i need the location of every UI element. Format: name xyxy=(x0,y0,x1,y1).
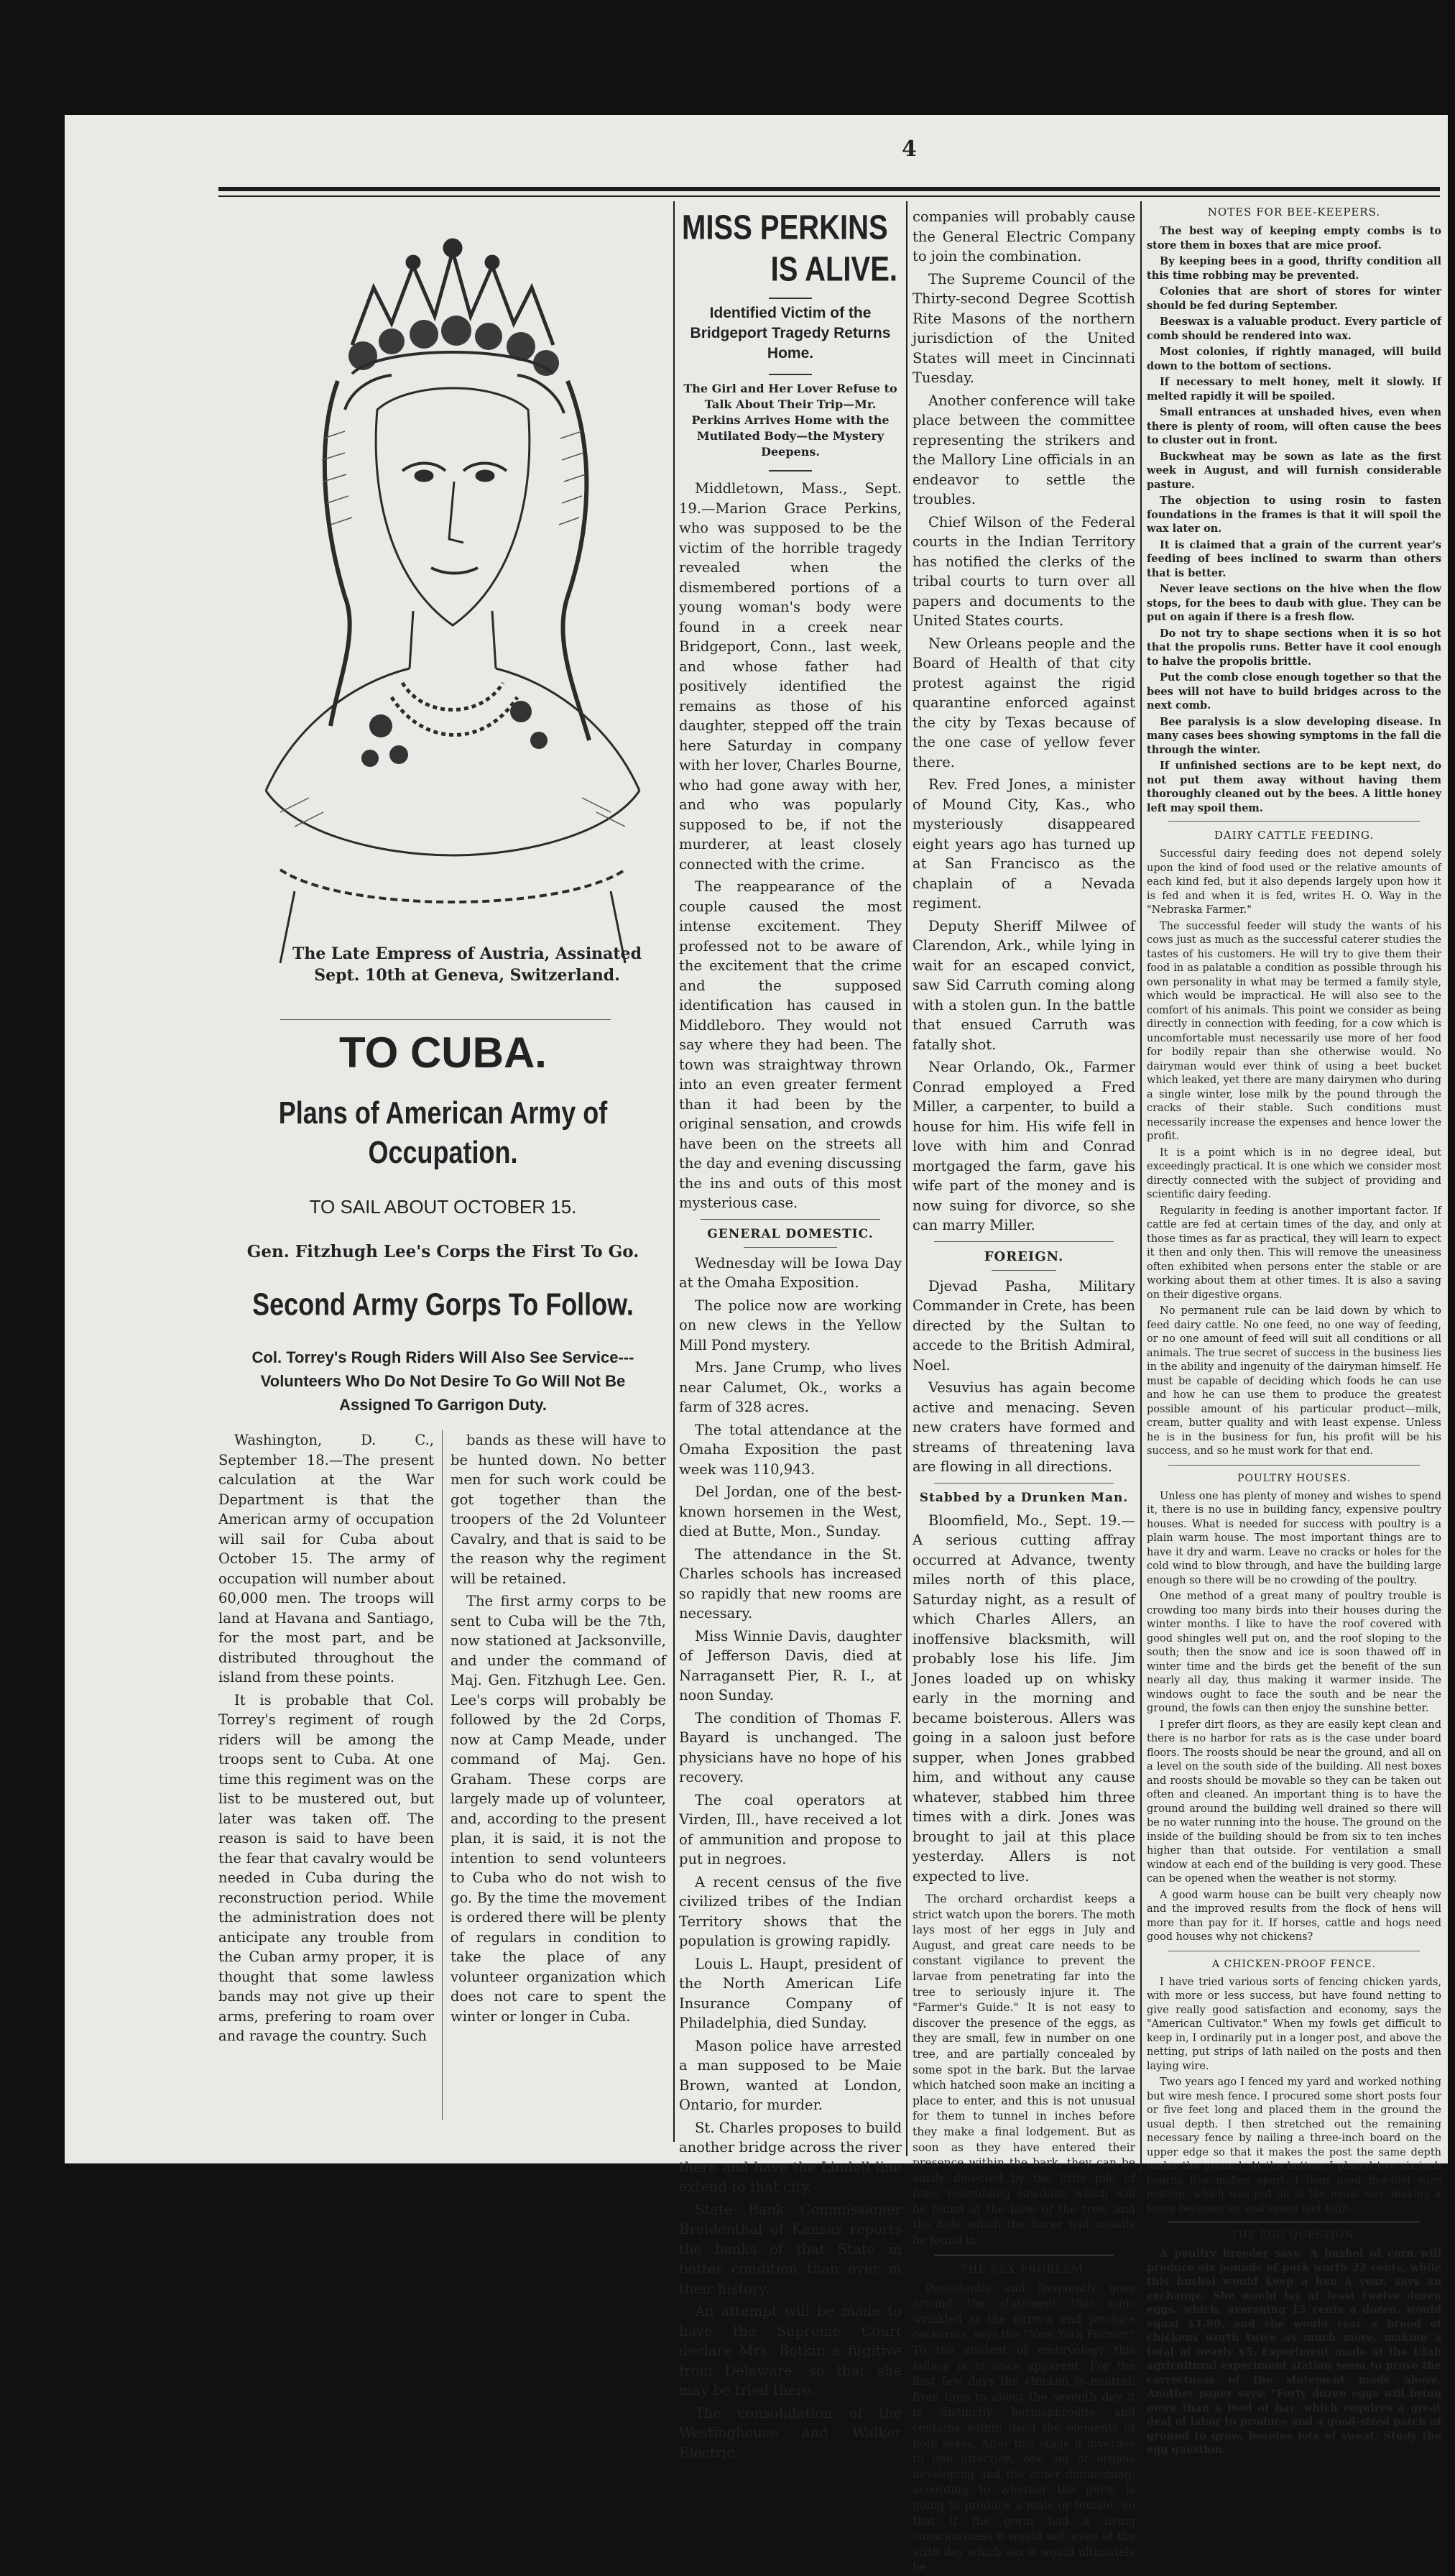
column-3 xyxy=(679,207,902,2461)
sex-problem-body xyxy=(913,2281,1135,2576)
news-item: The coal operators at Virden, Ill., have received a lot of ammunition and propose to put in negroes. xyxy=(679,1791,902,1867)
section-divider xyxy=(1168,821,1420,822)
news-item: Vesuvius has again become active and menacing. Seven new craters have formed and streams of threatening lava are flowing in all directions. xyxy=(913,1379,1135,1475)
perkins-rule-3 xyxy=(769,470,812,472)
news-item: Miss Winnie Davis, daughter of Jefferson Davis, died at Narragansett Pier, R. I., at noon Sunday. xyxy=(679,1627,902,1703)
fence-paragraph: I have tried various sorts of fencing chicken yards, with more or less success, but have found netting to give really good satisfaction and economy, says the "American Cultivator." When my fowls get difficult to keep in, I ordinarily put in a longer post, and above the netting, put strips of lath nailed on the posts and then laying wire. xyxy=(1147,1976,1441,2072)
poultry-paragraph: One method of a great many of poultry trouble is crowding too many birds into their houses during the winter months. I like to have the roof covered with good shingles well put on, and the roof sloping to the south; then the snow and ice is soon thawed off in winter time and the birds get the benefit of the sun nearly all day, thus making it warmer inside. The windows ought to face the south and be near the ground, the fowls can then enjoy the sunshine better. xyxy=(1147,1591,1441,1714)
news-item: Mason police have arrested a man supposed to be Maie Brown, wanted at London, Ontario, for murder. xyxy=(679,2037,902,2113)
poultry-heading: POULTRY HOUSES. xyxy=(1237,1472,1351,1484)
news-item: Djevad Pasha, Military Commander in Crete, has been directed by the Sultan to accede to the British Admiral, Noel. xyxy=(913,1277,1135,1374)
dairy-paragraph: It is a point which is in no degree ideal, but exceedingly practical. It is one which we consider most directly connected with the subject of providing and scientific dairy feeding. xyxy=(1147,1146,1441,1200)
page-number: 4 xyxy=(902,137,917,162)
perkins-paragraph: The reappearance of the couple caused the most intense excitement. They professed not to be aware of the excitement that the crime and the supposed identification has caused in Middleboro. They would not say where they had been. The town was straightway thrown into an even greater ferment than it had been by the original sensation, and crowds have been on the streets all the day and evening discussing the ins and outs of this most mysterious case. xyxy=(679,878,902,1211)
dairy-heading: DAIRY CATTLE FEEDING. xyxy=(1214,829,1375,842)
empress-portrait xyxy=(237,223,654,970)
poultry-paragraph: A good warm house can be built very cheaply now and the improved results from the flock of hens will more than pay for it. If horses, cattle and hogs need good houses why not chickens? xyxy=(1147,1889,1441,1943)
perkins-deck-1: Identified Victim of the Bridgeport Tragedy Returns Home. xyxy=(690,305,891,362)
news-item: The total attendance at the Omaha Exposition the past week was 110,943. xyxy=(679,1421,902,1478)
poultry-body xyxy=(1147,1490,1441,1945)
dairy-body xyxy=(1147,847,1441,1459)
column-4 xyxy=(913,207,1135,2575)
section-divider xyxy=(934,1241,1114,1242)
poultry-paragraph: I prefer dirt floors, as they are easily kept clean and there is no harbor for rats as is the case under board floors. The roosts should be near the ground, and all on a level on the south side of the building. All nest boxes and roosts should be movable so they can be taken out often and cleaned. An important thing is to have the ground around the building well drained so there will be no water running into the house. The ground on the inside of the building should be from six to ten inches higher than that outside. For ventilation a small window at each end of the building is very good. These can be opened when the weather is not stormy. xyxy=(1147,1719,1441,1885)
fence-paragraph: Two years ago I fenced my yard and worked nothing but wire mesh fence. I procured some short posts four or five feet long and placed them in the ground the usual depth. I then stretched out the remaining necessary fence by nailing a three-inch board on the upper edge so that it makes the post the same depth under the ground. At the bottom I placed two six-inch boards five inches apart. I then used five-foot wire netting, which was put on in the usual way, making a fence between six and seven feet high. xyxy=(1147,2076,1441,2214)
perkins-headline-2: IS ALIVE. xyxy=(770,250,897,289)
news-item: Near Orlando, Ok., Farmer Conrad employed a Fred Miller, a carpenter, to build a house for him. His wife fell in love with him and Conrad mortgaged the farm, gave his wife part of the money and is now suing for divorce, so she can marry Miller. xyxy=(913,1059,1135,1233)
column-rule-2 xyxy=(906,201,907,2156)
poultry-paragraph: Unless one has plenty of money and wishes to spend it, there is no use in building fancy, expensive poultry houses. What is needed for success with poultry is a plain warm house. The most important things are to have it dry and warm. Leave no cracks or holes for the cold wind to blow through, and have the building large enough so there will be no crowding of the poultry. xyxy=(1147,1490,1441,1586)
news-item: The Supreme Council of the Thirty-second Degree Scottish Rite Masons of the northern jurisdiction of the United States will meet in Cincinnati Tuesday. xyxy=(913,270,1135,386)
cuba-column-rule xyxy=(442,1430,443,2120)
news-item: The police now are working on new clews in the Yellow Mill Pond mystery. xyxy=(679,1297,902,1353)
column-rule-1 xyxy=(673,201,675,2142)
bee-note: Bee paralysis is a slow developing disease. In many cases bees showing symptoms in the fall die through the winter. xyxy=(1147,715,1441,756)
dairy-paragraph: Successful dairy feeding does not depend solely upon the kind of food used or the relative amounts of each kind fed, but it also depends largely upon how it is fed and when it is fed, writes H. O. Way in the "Nebraska Farmer." xyxy=(1147,848,1441,916)
bee-note: Colonies that are short of stores for winter should be fed during September. xyxy=(1147,285,1441,312)
news-item: St. Charles proposes to build another bridge across the river there and have the Lindell line extend to that city. xyxy=(679,2119,902,2195)
cuba-paragraph: It is probable that Col. Torrey's regiment of rough riders will be among the troops sent to Cuba. At one time this regiment was on the list to be mustered out, but later was taken off. The reason is said to have been the fear that cavalry would be needed in Cuba during the reconstruction period. While the administration does not anticipate any trouble from the Cuban army proper, it is thought that some lawless bands may not give up their arms, prefering to roam over and ravage the country. Such xyxy=(218,1691,434,2044)
cuba-deck-3: Gen. Fitzhugh Lee's Corps the First To Go. xyxy=(246,1242,639,1261)
section-divider xyxy=(744,1247,837,1248)
general-domestic-heading: GENERAL DOMESTIC. xyxy=(707,1226,874,1241)
stabbed-body xyxy=(913,1511,1135,1887)
news-item: Wednesday will be Iowa Day at the Omaha Exposition. xyxy=(679,1254,902,1291)
cuba-body xyxy=(218,1430,668,2142)
general-domestic-body xyxy=(679,1254,902,2463)
perkins-rule-2 xyxy=(769,374,812,375)
news-item: Persistently and frequently goes around the statement that eggs wrinkled at the narrow end produce cockerels, says the "New York Farmer." To the student of embryology this fallacy is at once apparent. For the first few days the chicken is neutral; from then to about the seventh day it is distinctly hermaphrodite and contains within itself the elements of both sexes. After this stage it diverges to one direction, one set of organs developing and the other diminishing, according to whether the germ is going to produce a male or female. So that if the germ had a living consciousness it would not, even at the sixth day which sex it would ultimately be. xyxy=(913,2281,1135,2575)
cuba-headline: TO CUBA. xyxy=(339,1029,547,1077)
bee-note: If necessary to melt honey, melt it slowly. If melted rapidly it will be spoiled. xyxy=(1147,376,1441,402)
dairy-paragraph: Regularity in feeding is another important factor. If cattle are fed at certain times of the day, and only at those times as far as practical, they will learn to expect it then and only then. This will remove the uneasiness often exhibited when persons enter the stable or are working about them at other times. It is also a saving on their digestive organs. xyxy=(1147,1205,1441,1301)
bee-note: Put the comb close enough together so that the bees will not have to build bridges across to the next comb. xyxy=(1147,671,1441,712)
news-item: Deputy Sheriff Milwee of Clarendon, Ark., while lying in wait for an escaped convict, saw Sid Carruth coming along with a stolen gun. In the battle that ensued Carruth was fatally shot. xyxy=(913,917,1135,1053)
bee-note: The best way of keeping empty combs is to store them in boxes that are mice proof. xyxy=(1147,225,1441,252)
egg-heading: THE EGG QUESTION. xyxy=(1231,2230,1357,2241)
news-item: Rev. Fred Jones, a minister of Mound City, Kas., who mysteriously disappeared eight years ago has turned up at San Francisco as the chaplain of a Nevada regiment. xyxy=(913,776,1135,911)
bee-note: Small entrances at unshaded hives, even when there is plenty of room, will often cause the bees to cluster out in front. xyxy=(1147,406,1441,446)
cuba-paragraph: bands as these will have to be hunted down. No better men for such work could be got together than the troopers of the 2d Volunteer Cavalry, and that is said to be the reason why the regiment will be retained. xyxy=(451,1432,666,1587)
news-item: An attempt will be made to have the Supreme Court declare Mrs. Botkin a fugitive from Delaware, so that she may be tried there. xyxy=(679,2303,902,2398)
perkins-headline-1: MISS PERKINS xyxy=(682,208,888,247)
dairy-paragraph: No permanent rule can be laid down by which to feed dairy cattle. No one feed, no one way of feeding, or no one amount of feed will suit all conditions or all animals. The true secret of success in the business lies in the ability and ingenuity of the dairyman himself. He must be capable of deciding which foods he can use and how he can use them to produce the greatest possible amount of his particular product—milk, cream, butter quality and with least expense. Unless he is in the business for fun, his profit will be his success, and so he must work for that end. xyxy=(1147,1305,1441,1457)
sex-problem-heading: THE SEX PROBLEM. xyxy=(960,2262,1088,2276)
news-item: The consolidation of the Westinghouse and Walker Electric xyxy=(679,2404,902,2461)
bee-note: Never leave sections on the hive when the flow stops, for the bees to daub with glue. They can be put on again if there is a fresh flow. xyxy=(1147,583,1441,623)
cuba-top-rule xyxy=(280,1019,611,1020)
bee-note: If unfinished sections are to be kept next, do not put them away without having them thoroughly cleaned out by the bees. A little honey left may spoil them. xyxy=(1147,760,1441,814)
cuba-deck-1: Plans of American Army of Occupation. xyxy=(278,1095,608,1170)
top-rule-thin xyxy=(218,196,1440,197)
bee-keepers-body xyxy=(1147,224,1441,815)
bee-note: It is claimed that a grain of the current year's feeding of bees inclined to swarm than others that is better. xyxy=(1147,538,1441,579)
news-item: Chief Wilson of the Federal courts in the Indian Territory has notified the clerks of the tribal courts to turn over all papers and documents to the United States courts. xyxy=(913,513,1135,629)
news-item: Bloomfield, Mo., Sept. 19.—A serious cutting affray occurred at Advance, twenty miles north of this place, Saturday night, as a result of which Charles Allers, an inoffensive blacksmith, will probably lose his life. Jim Jones loaded up on whisky early in the morning and became boisterous. Allers was going in a saloon just before supper, when Jones grabbed him, and without any cause whatever, stabbed him three times with a dirk. Jones was brought to jail at this place yesterday. Allers is not expected to live. xyxy=(913,1512,1135,1885)
bee-note: Most colonies, if rightly managed, will build down to the bottom of sections. xyxy=(1147,346,1441,372)
news-item: The attendance in the St. Charles schools has increased so rapidly that new rooms are necessary. xyxy=(679,1545,902,1622)
section-divider xyxy=(934,1483,1114,1484)
news-item: The orchard orchardist keeps a strict watch upon the borers. The moth lays most of her eggs in July and August, and great care needs to be constant vigilance to prevent the larvae from penetrating far into the tree to seriously injure it. The "Farmer's Guide." It is not easy to discover the presence of the eggs, as they are small, few in number on one tree, and are partially concealed by some spot in the bark. But the larvae which hatched soon make an inciting a place to enter, and this is not unusual for them to tunnel in inches before they make a final lodgement. But as soon as they have entered their presence within the bark, they can be easily detected by the little pile of frass resembling sawdust, which will be found at the base of the tree, and the hole which the borer will usually be found in. xyxy=(913,1892,1135,2248)
perkins-paragraph: Middletown, Mass., Sept. 19.—Marion Grace Perkins, who was supposed to be the victim of the horrible tragedy revealed when the dismembered portions of a young woman's body were found in a creek near Bridgeport, Conn., last week, and whose father had positively identified the remains as those of his daughter, stepped off the train here Saturday in company with her lover, Charles Bourne, who had gone away with her, and who was popularly supposed to be, if not the murderer, at least closely connected with the crime. xyxy=(679,480,902,873)
section-divider xyxy=(1168,1465,1420,1466)
cuba-paragraph: Washington, D. C., September 18.—The present calculation at the War Department is that the American army of occupation will sail for Cuba about October 15. The army of occupation will number about 60,000 men. The troops will land at Havana and Santiago, for the most part, and be distributed throughout the island from these points. xyxy=(218,1432,434,1685)
bee-keepers-heading: NOTES FOR BEE-KEEPERS. xyxy=(1207,206,1381,218)
news-item: Del Jordan, one of the best-known horsemen in the West, died at Butte, Mon., Sunday. xyxy=(679,1484,902,1540)
news-item: Another conference will take place between the committee representing the strikers and the Mallory Line officials in an endeavor to settle the troubles. xyxy=(913,392,1135,507)
column-4-news xyxy=(913,207,1135,1236)
cuba-body-col-1 xyxy=(218,1430,434,2049)
cuba-body-col-2 xyxy=(451,1430,666,2029)
orchard-body xyxy=(913,1892,1135,2249)
bee-note: Do not try to shape sections when it is so hot that the propolis runs. Better have it cool enough to halve the propolis brittle. xyxy=(1147,627,1441,668)
top-rule xyxy=(218,187,1440,191)
fence-body xyxy=(1147,1976,1441,2217)
news-item: State Bank Commissioner Breidenthal of Kansas reports the banks of that State in better condition than ever in their history. xyxy=(679,2201,902,2297)
cuba-paragraph: The first army corps to be sent to Cuba will be the 7th, now stationed at Jacksonville, and under the command of Maj. Gen. Fitzhugh Lee. Gen. Lee's corps will probably be followed by the 2d Corps, now at Camp Meade, under command of Maj. Gen. Graham. These corps are largely made up of volunteer, and, according to the present plan, it is said, it is not the intention to send volunteers to Cuba who do not wish to go. By the time the movement is ordered there will be plenty of regulars in condition to take the place of any volunteer organization which does not care to spent the winter or longer in Cuba. xyxy=(451,1593,666,2025)
illustration-caption: The Late Empress of Austria, Assinated Sept. 10th at Geneva, Switzerland. xyxy=(292,944,642,985)
stabbed-heading: Stabbed by a Drunken Man. xyxy=(919,1490,1129,1505)
bee-note: Beeswax is a valuable product. Every particle of comb should be rendered into wax. xyxy=(1147,316,1441,342)
bee-note: By keeping bees in a good, thrifty condition all this time robbing may be prevented. xyxy=(1147,255,1441,282)
foreign-heading: FOREIGN. xyxy=(984,1248,1064,1264)
news-item: Louis L. Haupt, president of the North American Life Insurance Company of Philadelphia, died Sunday. xyxy=(679,1955,902,2031)
bee-note: The objection to using rosin to fasten foundations in the frames is that it will spoil the wax later on. xyxy=(1147,494,1441,535)
dairy-paragraph: The successful feeder will study the wants of his cows just as much as the successful caterer studies the tastes of his customers. He will try to give them their food in as palatable a condition as possible through his own personality in what may be termed a family style, which would be impractical. He will also see to the comfort of his animals. This point we consider as being directly in connection with feeding, for a cow which is uncomfortable must necessarily use more of her food for bodily repair than she otherwise would. No dairyman would ever think of using a beet bucket which leaked, yet there are many dairymen who during a single winter, lose milk by the pound through the cracks of their stable. Such conditions must necessarily increase the expenses and hence lower the profit. xyxy=(1147,920,1441,1142)
bee-note: Buckwheat may be sown as late as the first week in August, and will furnish considerable pasture. xyxy=(1147,450,1441,491)
section-divider xyxy=(992,1270,1056,1271)
perkins-rule xyxy=(769,298,812,299)
perkins-body xyxy=(679,479,902,1213)
egg-paragraph: A poultry breeder says: A bushel of corn will produce six pounds of pork worth 22 cents, while this bushel would keep a hen a year, says an exchange. She would lay at least twelve dozen eggs, which, averaging 15 cents a dozen, would equal $1.80, and she would rear a brood of chickens worth twice as much more, making a total of nearly $5. Experiment made at the Utah agricultural experiment station seem to prove the correctness of the statement made above. Another paper says: "Forty dozen eggs will bring more than a load of hay, which requires a great deal of labor to produce and a good-sized patch of ground to grow, besides lots of sweat. Study the egg question. xyxy=(1147,2248,1441,2456)
foreign-body xyxy=(913,1276,1135,1477)
column-5 xyxy=(1147,204,1441,2456)
news-item: The condition of Thomas F. Bayard is unchanged. The physicians have no hope of his recovery. xyxy=(679,1709,902,1785)
cuba-deck-4: Second Army Gorps To Follow. xyxy=(252,1286,634,1322)
news-item: New Orleans people and the Board of Health of that city protest against the rigid quarantine enforced against the city by Texas because of the one case of yellow fever there. xyxy=(913,635,1135,770)
news-item: companies will probably cause the General Electric Company to join the combination. xyxy=(913,208,1135,264)
section-divider xyxy=(701,1219,880,1220)
news-item: A recent census of the five civilized tribes of the Indian Territory shows that the population is growing rapidly. xyxy=(679,1873,902,1949)
cuba-article xyxy=(218,1021,668,2142)
cuba-deck-5: Col. Torrey's Rough Riders Will Also See Service---Volunteers Who Do Not Desire To Go Will Not Be Assigned To Garrigon Duty. xyxy=(251,1348,634,1414)
cuba-deck-2: TO SAIL ABOUT OCTOBER 15. xyxy=(309,1196,577,1218)
perkins-deck-2: The Girl and Her Lover Refuse to Talk About Their Trip—Mr. Perkins Arrives Home with the Mutilated Body—the Mystery Deepens. xyxy=(683,382,897,459)
news-item: Mrs. Jane Crump, who lives near Calumet, Ok., works a farm of 328 acres. xyxy=(679,1359,902,1415)
egg-body xyxy=(1147,2247,1441,2457)
column-rule-3 xyxy=(1140,201,1142,2171)
empress-engraving xyxy=(237,223,654,970)
fence-heading: A CHICKEN-PROOF FENCE. xyxy=(1211,1958,1377,1970)
newspaper-sheet xyxy=(65,115,1448,2575)
